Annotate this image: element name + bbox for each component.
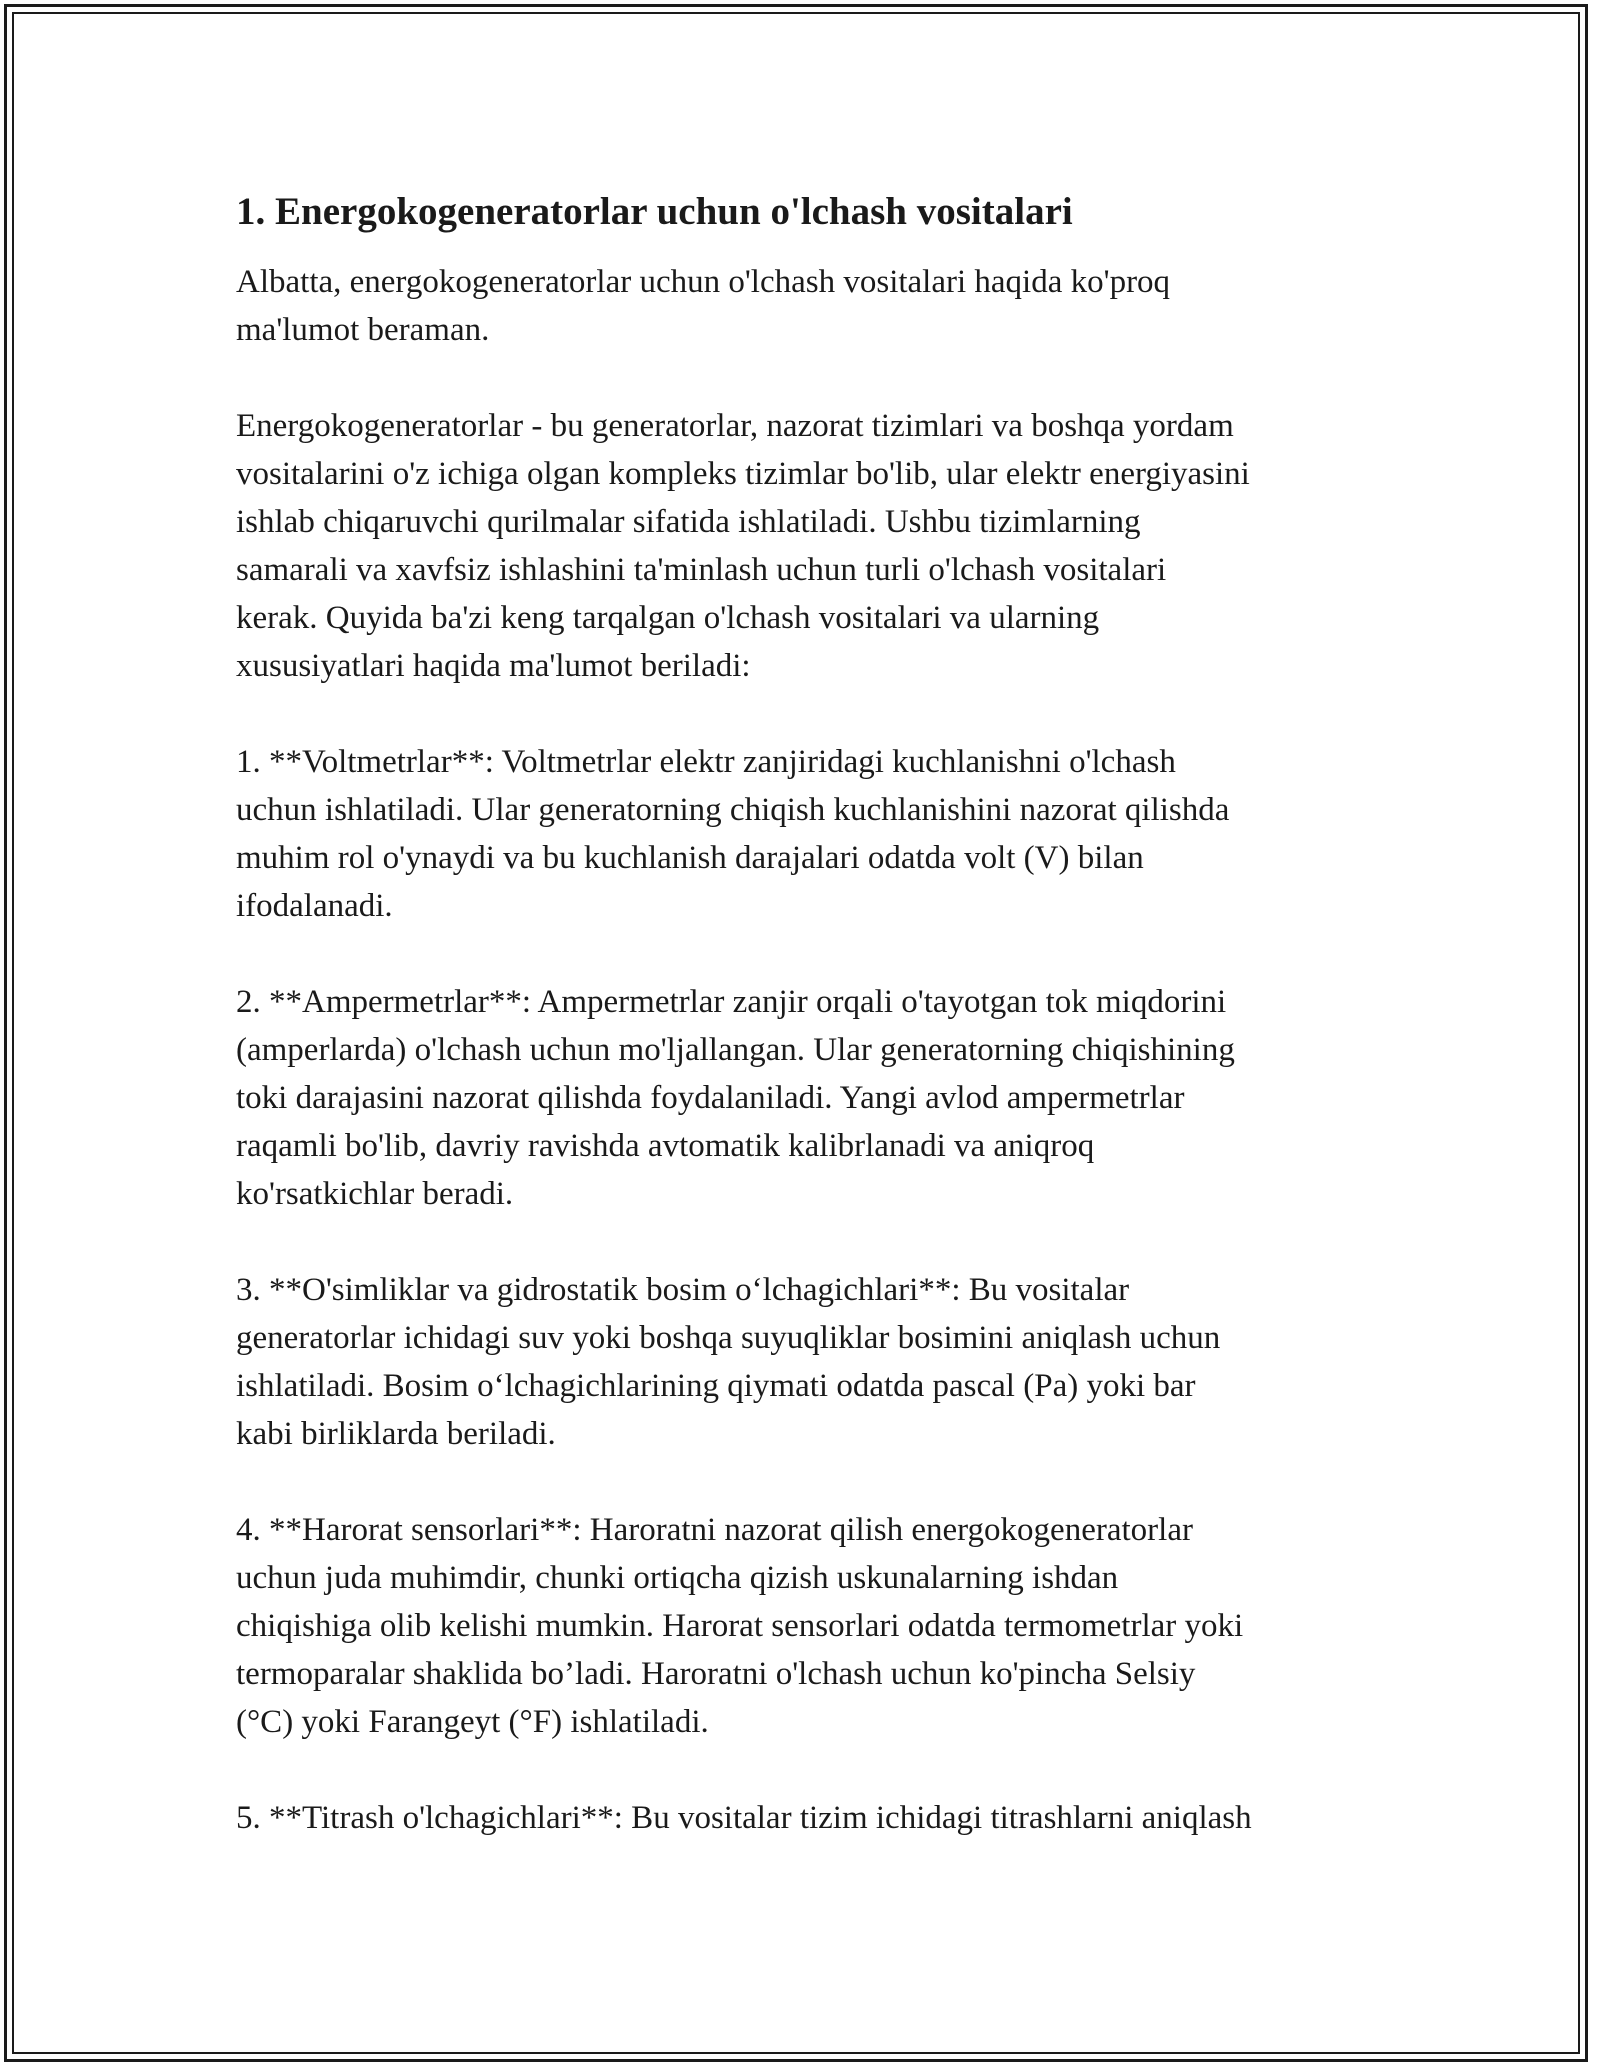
paragraph-overview: Energokogeneratorlar - bu generatorlar, nazorat tizimlari va boshqa yordam vositalarini o'z ichiga olgan kompleks tizimlar bo'lib, ular elektr energiyasini ishlab chiqaruvchi qurilmalar sifatida ishlatiladi. Ushbu tizimlarning samarali va xavfsiz ishlashini ta'minlash uchun turli o'lchash vositalari kerak. Quyida ba'zi keng tarqalgan o'lchash vositalari va ularning xususiyatlari haqida ma'lumot beriladi:	[236, 408, 1250, 684]
paragraph-ammeters: 2. **Ampermetrlar**: Ampermetrlar zanjir orqali o'tayotgan tok miqdorini (amperlarda) o'lchash uchun mo'ljallangan. Ular generatorning chiqishining toki darajasini nazorat qilishda foydalaniladi. Yangi avlod ampermetrlar raqamli bo'lib, davriy ravishda avtomatik kalibrlanadi va aniqroq ko'rsatkichlar beradi.	[236, 984, 1235, 1212]
paragraph-pressure-gauges: 3. **O'simliklar va gidrostatik bosim o‘lchagichlari**: Bu vositalar generatorlar ichidagi suv yoki boshqa suyuqliklar bosimini aniqlash uchun ishlatiladi. Bosim o‘lchagichlarining qiymati odatda pascal (Pa) yoki bar kabi birliklarda beriladi.	[236, 1272, 1221, 1452]
document-title: 1. Energokogeneratorlar uchun o'lchash vositalari	[236, 190, 1073, 233]
paragraph-vibration-meters: 5. **Titrash o'lchagichlari**: Bu vositalar tizim ichidagi titrashlarni aniqlash	[236, 1800, 1252, 1836]
paragraph-intro: Albatta, energokogeneratorlar uchun o'lchash vositalari haqida ko'proq ma'lumot beraman.	[236, 264, 1171, 348]
document-body	[236, 188, 1386, 1890]
paragraph-temperature-sensors: 4. **Harorat sensorlari**: Haroratni nazorat qilish energokogeneratorlar uchun juda muhimdir, chunki ortiqcha qizish uskunalarning ishdan chiqishiga olib kelishi mumkin. Harorat sensorlari odatda termometrlar yoki termoparalar shaklida bo’ladi. Haroratni o'lchash uchun ko'pincha Selsiy (°C) yoki Farangeyt (°F) ishlatiladi.	[236, 1512, 1244, 1740]
paragraph-voltmeters: 1. **Voltmetrlar**: Voltmetrlar elektr zanjiridagi kuchlanishni o'lchash uchun ishlatiladi. Ular generatorning chiqish kuchlanishini nazorat qilishda muhim rol o'ynaydi va bu kuchlanish darajalari odatda volt (V) bilan ifodalanadi.	[236, 744, 1230, 924]
